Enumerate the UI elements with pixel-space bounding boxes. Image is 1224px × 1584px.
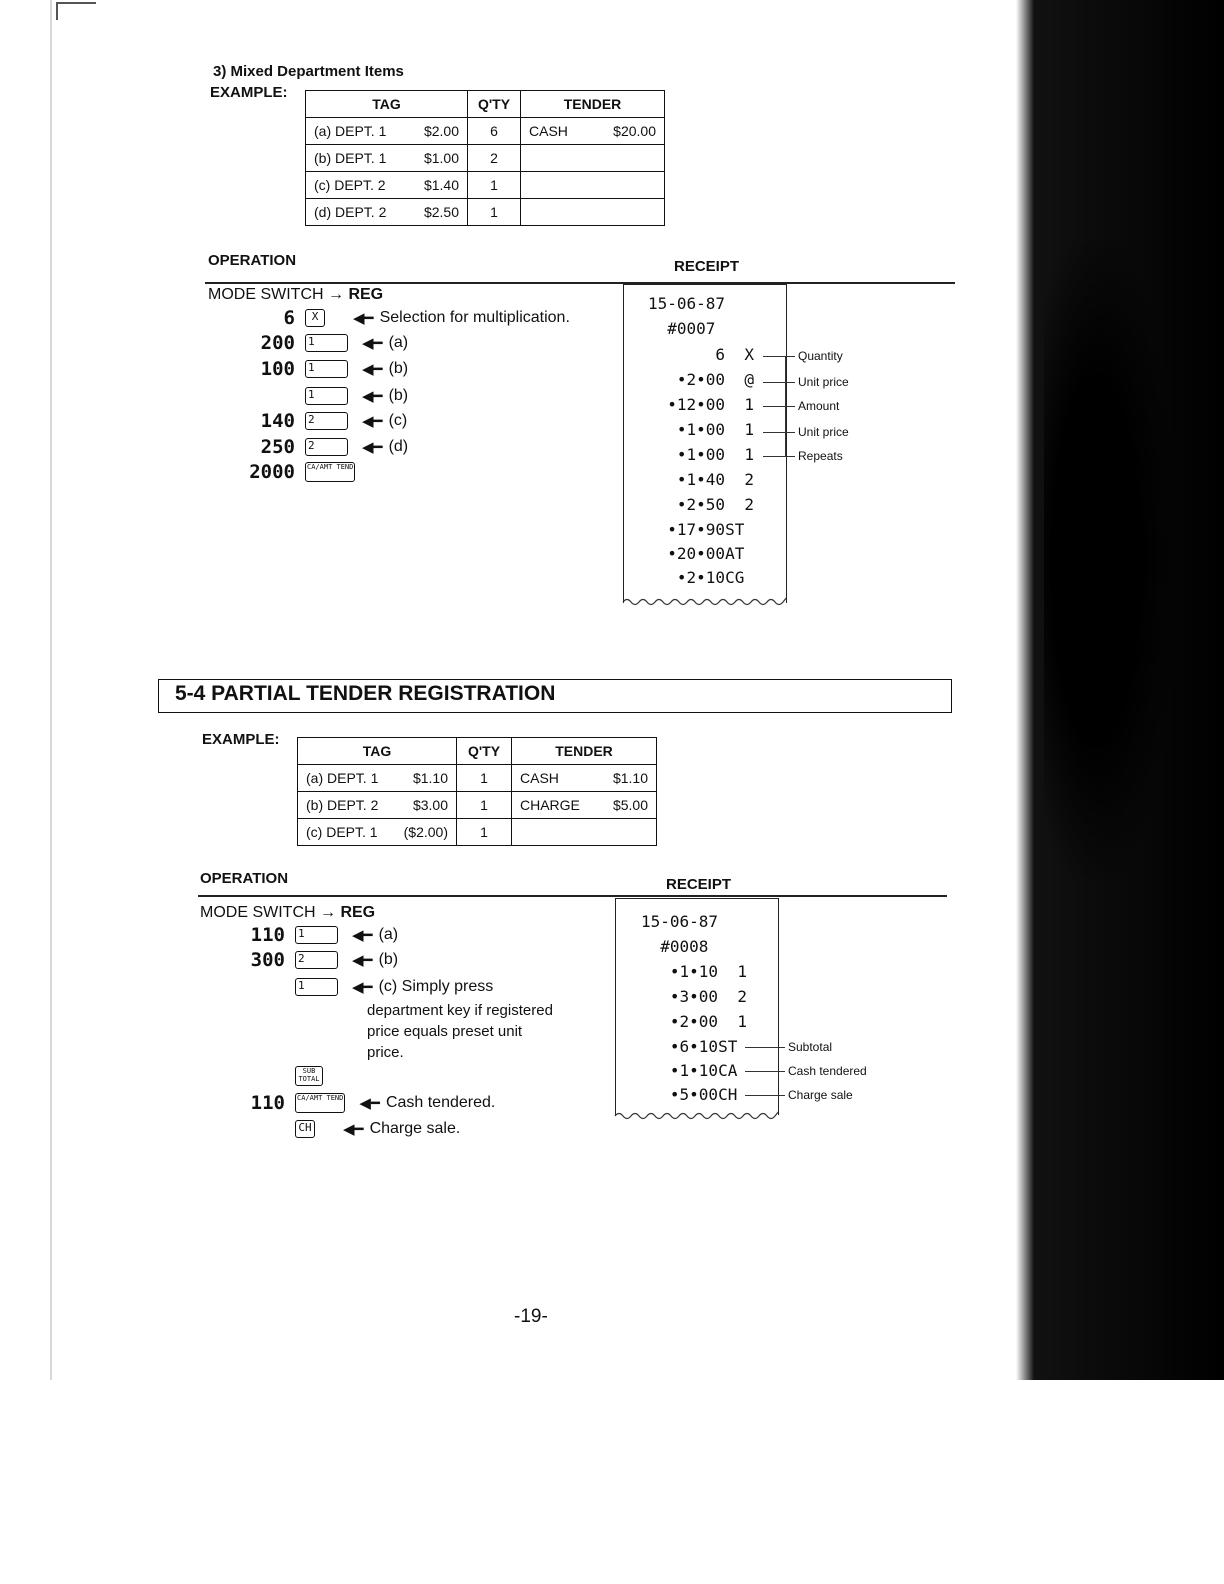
operation-label: OPERATION — [200, 870, 289, 887]
qty-cell: 1 — [468, 199, 521, 226]
receipt-label: RECEIPT — [666, 876, 732, 893]
operation-step — [240, 356, 408, 382]
receipt-tear-edge — [614, 1110, 780, 1122]
step-note: (b) — [378, 951, 399, 968]
receipt-annotation: Charge sale — [745, 1088, 853, 1102]
receipt-line: •1•10CA — [641, 1061, 738, 1080]
mode-switch-line — [208, 286, 383, 304]
receipt-line: 15-06-87 — [641, 912, 719, 931]
cash-tend-key-icon: CA/AMT TEND — [305, 462, 355, 482]
dept-key-icon: 1 — [305, 360, 348, 378]
operation-step — [240, 408, 407, 434]
price-cell: ($2.00) — [403, 824, 448, 840]
price-cell: $1.10 — [412, 770, 448, 786]
tender-amount-cell: $20.00 — [613, 123, 656, 139]
table-row — [306, 118, 665, 145]
arrow-left-icon: ◀━ — [362, 439, 383, 456]
price-cell: $2.50 — [423, 204, 459, 220]
header-qty: Q'TY — [457, 738, 512, 765]
receipt-annotation: Amount — [763, 399, 839, 413]
receipt-line: •6•10ST — [641, 1037, 738, 1056]
arrow-left-icon: ◀━ — [362, 388, 383, 405]
operation-step — [240, 434, 408, 460]
arrow-left-icon: ◀━ — [343, 1121, 364, 1138]
mode-value: REG — [348, 286, 384, 303]
receipt-line: •2•00 @ — [648, 370, 754, 389]
arrow-left-icon: ◀━ — [359, 1095, 380, 1112]
arrow-left-icon: ◀━ — [362, 413, 383, 430]
step-note: (d) — [388, 438, 409, 455]
step-note: (c) — [388, 412, 408, 429]
receipt-line: •20•00AT — [648, 544, 745, 563]
tender-type-cell: CASH — [520, 770, 559, 786]
charge-key-icon: CH — [295, 1120, 315, 1138]
price-cell: $1.40 — [423, 177, 459, 193]
operation-step — [230, 922, 398, 948]
receipt-line: •17•90ST — [648, 520, 745, 539]
arrow-left-icon: ◀━ — [362, 335, 383, 352]
entry-number: 2000 — [249, 461, 295, 483]
step-note: (b) — [388, 387, 409, 404]
arrow-left-icon: ◀━ — [352, 979, 373, 996]
receipt-line: 6 X — [648, 345, 754, 364]
dept-cell: (a) DEPT. 1 — [314, 123, 387, 139]
header-tag: TAG — [306, 91, 468, 118]
receipt-annotation: Repeats — [763, 449, 843, 463]
entry-number: 250 — [260, 436, 295, 458]
mode-switch-label: MODE SWITCH — [208, 286, 324, 303]
scan-corner-mark — [56, 2, 96, 4]
note-line: price equals preset unit — [367, 1023, 523, 1040]
receipt-label: RECEIPT — [674, 258, 740, 275]
step-note: (c) Simply press — [378, 978, 494, 995]
header-qty: Q'TY — [468, 91, 521, 118]
step-note: (b) — [388, 360, 409, 377]
receipt-line: •2•10CG — [648, 568, 745, 587]
receipt-line: •1•40 2 — [648, 470, 754, 489]
operation-step — [240, 305, 570, 331]
step-note: (a) — [388, 334, 409, 351]
operation-step — [240, 383, 408, 409]
tender-type-cell: CASH — [529, 123, 568, 139]
receipt-line: •3•00 2 — [641, 987, 747, 1006]
receipt-line: #0008 — [641, 937, 709, 956]
dept-cell: (d) DEPT. 2 — [314, 204, 387, 220]
price-cell: $3.00 — [412, 797, 448, 813]
operation-step — [230, 1116, 460, 1142]
mode-value: REG — [340, 904, 376, 921]
arrow-left-icon: ◀━ — [362, 361, 383, 378]
operation-step — [230, 1063, 323, 1089]
tender-amount-cell: $1.10 — [612, 770, 648, 786]
table-row — [298, 792, 657, 819]
entry-number: 6 — [283, 307, 295, 329]
qty-cell: 1 — [457, 792, 512, 819]
table-row — [298, 765, 657, 792]
qty-cell: 2 — [468, 145, 521, 172]
dept-key-icon: 1 — [295, 978, 338, 996]
qty-cell: 1 — [457, 819, 512, 846]
step-note: Charge sale. — [369, 1120, 461, 1137]
mode-switch-label: MODE SWITCH — [200, 904, 316, 921]
operation-step — [240, 330, 408, 356]
receipt-line: •1•10 1 — [641, 962, 747, 981]
tender-type-cell: CHARGE — [520, 797, 580, 813]
note-line: department key if registered — [367, 1002, 553, 1019]
operation-step — [230, 947, 398, 973]
scan-dark-blot — [1044, 240, 1174, 880]
dept-cell: (a) DEPT. 1 — [306, 770, 379, 786]
receipt-line: #0007 — [648, 319, 716, 338]
step-note: Cash tendered. — [385, 1094, 496, 1111]
scan-left-edge — [50, 0, 52, 1380]
dept-key-icon: 1 — [305, 334, 348, 352]
arrow-left-icon: ◀━ — [352, 952, 373, 969]
dept-cell: (c) DEPT. 1 — [306, 824, 378, 840]
mixed-example-label: EXAMPLE: — [210, 84, 288, 101]
receipt-line: •12•00 1 — [648, 395, 754, 414]
dept-cell: (b) DEPT. 1 — [314, 150, 387, 166]
note-line: price. — [367, 1044, 404, 1061]
entry-number: 140 — [260, 410, 295, 432]
entry-number: 200 — [260, 332, 295, 354]
arrow-left-icon: ◀━ — [352, 927, 373, 944]
dept-key-icon: 2 — [295, 951, 338, 969]
header-tag: TAG — [298, 738, 457, 765]
multiply-key-icon: X — [305, 309, 325, 327]
arrow-left-icon: ◀━ — [353, 310, 374, 327]
step-note: (a) — [378, 926, 399, 943]
receipt-annotation: Unit price — [763, 425, 849, 439]
receipt-annotation: Unit price — [763, 375, 849, 389]
partial-example-table — [297, 737, 657, 846]
tender-amount-cell: $5.00 — [612, 797, 648, 813]
price-cell: $2.00 — [423, 123, 459, 139]
dept-key-icon: 2 — [305, 438, 348, 456]
table-row — [298, 819, 657, 846]
arrow-right-icon: → — [320, 904, 341, 921]
dept-key-icon: 1 — [305, 387, 348, 405]
receipt-line: •1•00 1 — [648, 445, 754, 464]
section-rule — [205, 282, 955, 284]
operation-step — [230, 974, 493, 1000]
mode-switch-line — [200, 904, 375, 922]
operation-label: OPERATION — [208, 252, 297, 269]
receipt-annotation: Subtotal — [745, 1040, 832, 1054]
subtotal-key-icon: SUB TOTAL — [295, 1066, 323, 1086]
section-title-box — [158, 679, 952, 713]
table-row — [306, 199, 665, 226]
page-number: -19- — [514, 1306, 548, 1327]
receipt-line: 15-06-87 — [648, 294, 726, 313]
dept-key-icon: 1 — [295, 926, 338, 944]
section-rule — [198, 895, 947, 897]
receipt-annotation: Quantity — [763, 349, 843, 363]
mixed-example-table — [305, 90, 665, 226]
partial-example-label: EXAMPLE: — [202, 731, 280, 748]
entry-number: 110 — [250, 1092, 285, 1114]
annotation-bracket — [785, 357, 786, 457]
receipt-line: •2•00 1 — [641, 1012, 747, 1031]
qty-cell: 6 — [468, 118, 521, 145]
price-cell: $1.00 — [423, 150, 459, 166]
receipt-tear-edge — [622, 596, 788, 608]
dept-cell: (b) DEPT. 2 — [306, 797, 379, 813]
section-title: 5-4 PARTIAL TENDER REGISTRATION — [175, 682, 556, 705]
receipt-line: •5•00CH — [641, 1085, 738, 1104]
table-row — [306, 145, 665, 172]
step-note: Selection for multiplication. — [379, 309, 570, 326]
receipt-line: •1•00 1 — [648, 420, 754, 439]
mixed-heading: 3) Mixed Department Items — [213, 63, 404, 80]
receipt-annotation: Cash tendered — [745, 1064, 867, 1078]
arrow-right-icon: → — [328, 286, 349, 303]
table-row — [306, 172, 665, 199]
cash-tend-key-icon: CA/AMT TEND — [295, 1093, 345, 1113]
qty-cell: 1 — [457, 765, 512, 792]
step-note-continued — [367, 1000, 553, 1063]
qty-cell: 1 — [468, 172, 521, 199]
operation-step — [240, 459, 355, 485]
entry-number: 100 — [260, 358, 295, 380]
operation-step — [230, 1090, 495, 1116]
dept-key-icon: 2 — [305, 412, 348, 430]
header-tender: TENDER — [521, 91, 665, 118]
header-tender: TENDER — [512, 738, 657, 765]
entry-number: 110 — [250, 924, 285, 946]
entry-number: 300 — [250, 949, 285, 971]
dept-cell: (c) DEPT. 2 — [314, 177, 386, 193]
receipt-line: •2•50 2 — [648, 495, 754, 514]
scan-corner-mark — [56, 2, 58, 20]
